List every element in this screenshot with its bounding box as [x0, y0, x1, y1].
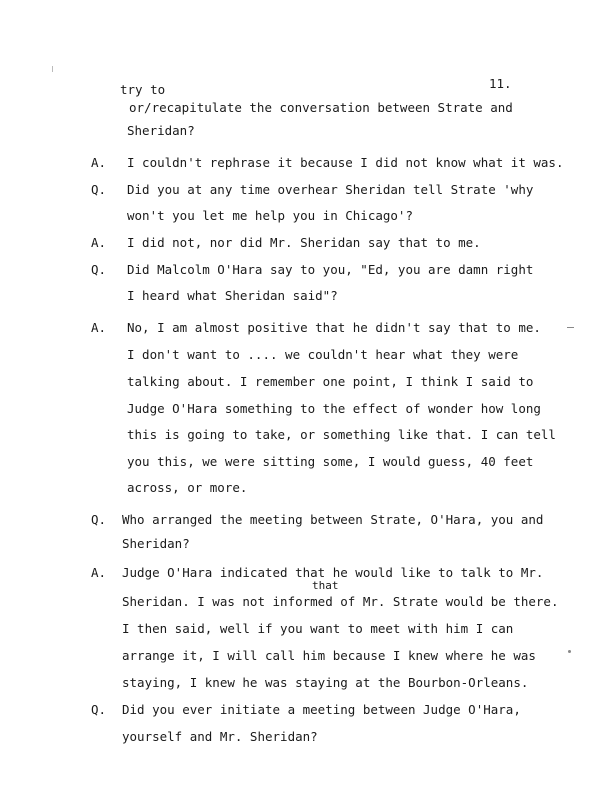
- handwritten-correction: that: [312, 579, 339, 592]
- text-line: you this, we were sitting some, I would guess, 40 feet: [127, 454, 534, 469]
- handwritten-insertion: try to: [120, 82, 166, 97]
- question-label: Q.: [91, 262, 107, 277]
- answer-label: A.: [91, 235, 107, 250]
- text-line: or/recapitulate the conversation between Strate and: [129, 100, 513, 115]
- text-line: I don't want to .... we couldn't hear what they were: [127, 347, 519, 362]
- text-line: arrange it, I will call him because I knew where he was: [122, 648, 536, 663]
- answer-label: A.: [91, 155, 107, 170]
- text-line: Judge O'Hara indicated that he would like to talk to Mr.: [122, 565, 544, 580]
- answer-label: A.: [91, 565, 107, 580]
- question-label: Q.: [91, 512, 107, 527]
- text-line: Sheridan?: [127, 123, 195, 138]
- scan-speck: [567, 327, 574, 328]
- text-line: talking about. I remember one point, I think I said to: [127, 374, 534, 389]
- text-line: I then said, well if you want to meet with him I can: [122, 621, 514, 636]
- text-line: I heard what Sheridan said"?: [127, 288, 338, 303]
- text-line: Did you ever initiate a meeting between Judge O'Hara,: [122, 702, 521, 717]
- text-line: yourself and Mr. Sheridan?: [122, 729, 318, 744]
- text-line: across, or more.: [127, 480, 248, 495]
- text-line: this is going to take, or something like that. I can tell: [127, 427, 556, 442]
- text-line: Judge O'Hara something to the effect of wonder how long: [127, 401, 541, 416]
- question-label: Q.: [91, 182, 107, 197]
- page-number: 11.: [489, 76, 512, 91]
- text-line: I did not, nor did Mr. Sheridan say that to me.: [127, 235, 481, 250]
- question-label: Q.: [91, 702, 107, 717]
- answer-label: A.: [91, 320, 107, 335]
- text-line: Did Malcolm O'Hara say to you, "Ed, you are damn right: [127, 262, 534, 277]
- text-line: staying, I knew he was staying at the Bourbon-Orleans.: [122, 675, 529, 690]
- scan-speck: [568, 650, 571, 653]
- text-line: Did you at any time overhear Sheridan tell Strate 'why: [127, 182, 534, 197]
- text-line: Sheridan?: [122, 536, 190, 551]
- text-line: Sheridan. I was not informed of Mr. Strate would be there.: [122, 594, 559, 609]
- text-line: Who arranged the meeting between Strate, O'Hara, you and: [122, 512, 544, 527]
- text-line: won't you let me help you in Chicago'?: [127, 208, 413, 223]
- text-line: No, I am almost positive that he didn't say that to me.: [127, 320, 541, 335]
- scan-speck: [52, 66, 53, 72]
- text-line: I couldn't rephrase it because I did not know what it was.: [127, 155, 564, 170]
